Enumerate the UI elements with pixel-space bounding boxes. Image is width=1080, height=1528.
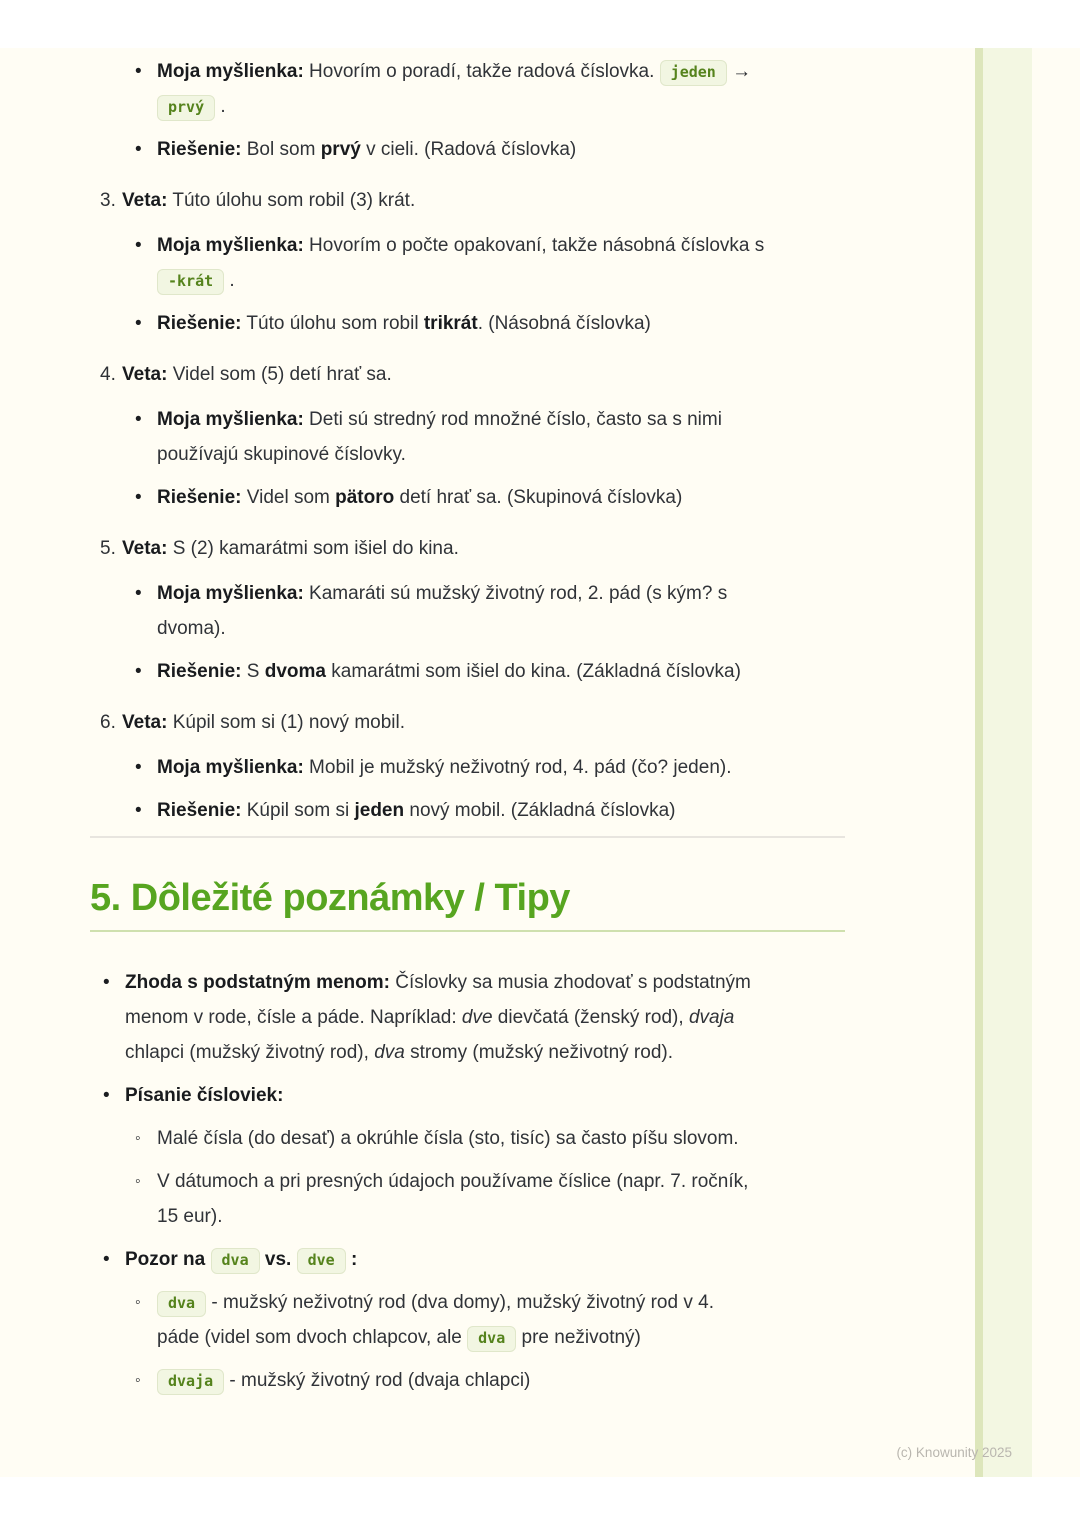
bold-text: Písanie čísloviek: <box>125 1085 284 1106</box>
item-text: Riešenie: Videl som pätoro detí hrať sa. (Skupinová číslovka) <box>157 487 683 508</box>
tip-sub-item <box>90 1164 845 1234</box>
bullet-icon: • <box>135 139 142 160</box>
sub-bullet-list <box>90 576 845 689</box>
bullet-icon: • <box>135 661 142 682</box>
arrow-right-icon: → <box>732 61 752 82</box>
bullet-icon: • <box>135 757 142 778</box>
italic-text: dva <box>374 1042 405 1063</box>
sub-bullet-list <box>90 750 845 828</box>
item-text: Malé čísla (do desať) a okrúhle čísla (sto, tisíc) sa často píšu slovom. <box>157 1128 739 1149</box>
bullet-icon: • <box>135 409 142 430</box>
circle-bullet-icon: ◦ <box>135 1294 141 1311</box>
bold-text: Veta: <box>122 538 168 559</box>
sub-bullet-item <box>90 402 845 472</box>
code-badge: dva <box>467 1326 516 1352</box>
code-badge: prvý <box>157 95 215 121</box>
bold-text: Zhoda s podstatným menom: <box>125 972 390 993</box>
bold-text: : <box>345 1249 358 1270</box>
sub-bullet-item <box>90 750 845 785</box>
numbered-sentence-item <box>90 183 845 218</box>
bullet-icon: • <box>135 313 142 334</box>
item-number: 6. <box>100 712 116 733</box>
bold-text: dvoma <box>264 661 326 682</box>
bold-text: Riešenie: <box>157 800 242 821</box>
bold-text: jeden <box>354 800 405 821</box>
sub-bullet-list <box>90 402 845 515</box>
tip-bullet-item <box>90 965 845 1070</box>
code-badge: dvaja <box>157 1369 224 1395</box>
bullet-icon: • <box>135 487 142 508</box>
tip-bullet-item <box>90 1242 845 1277</box>
bullet-icon: • <box>103 1249 110 1270</box>
bold-text: Moja myšlienka: <box>157 583 304 604</box>
code-badge: dva <box>157 1291 206 1317</box>
bold-text: prvý <box>320 139 361 160</box>
sub-bullet-item <box>90 306 845 341</box>
item-number: 5. <box>100 538 116 559</box>
tip-bullet-item <box>90 1078 845 1113</box>
bold-text: Pozor na <box>125 1249 211 1270</box>
item-text: Riešenie: Túto úlohu som robil trikrát. (Násobná číslovka) <box>157 313 651 334</box>
item-text: Riešenie: Bol som prvý v cieli. (Radová číslovka) <box>157 139 577 160</box>
circle-bullet-icon: ◦ <box>135 1130 141 1147</box>
bold-text: Riešenie: <box>157 139 242 160</box>
circle-bullet-icon: ◦ <box>135 1372 141 1389</box>
bold-text: vs. <box>259 1249 297 1270</box>
tip-sub-item <box>90 1285 845 1355</box>
numbered-sentence-item <box>90 705 845 740</box>
tip-sub-list <box>90 1285 845 1398</box>
document-content <box>90 48 845 1406</box>
tip-sub-item <box>90 1121 845 1156</box>
bold-text: Moja myšlienka: <box>157 235 304 256</box>
item-text: dvaja - mužský životný rod (dvaja chlapci) <box>157 1363 845 1398</box>
bullet-icon: • <box>135 235 142 256</box>
lead-bullet-item <box>90 54 845 124</box>
bold-text: pätoro <box>335 487 395 508</box>
italic-text: dve <box>461 1007 493 1028</box>
item-text: Zhoda s podstatným menom: Číslovky sa musia zhodovať s podstatným menom v rode, čísle a páde. Napríklad: dve dievčatá (ženský rod), dvaja chlapci (mužský životný rod), dva stromy (mužský neživotný rod). <box>125 972 751 1063</box>
code-badge: -krát <box>157 269 224 295</box>
bold-text: Veta: <box>122 712 168 733</box>
item-text <box>125 1078 845 1113</box>
tips-bullet-list <box>90 965 845 1398</box>
code-badge: dva <box>211 1248 260 1274</box>
item-text: dva - mužský neživotný rod (dva domy), mužský životný rod v 4. páde (videl som dvoch chlapcov, ale dva pre neživotný) <box>157 1285 845 1355</box>
numbered-sentence-item <box>90 357 845 392</box>
bold-text: Riešenie: <box>157 487 242 508</box>
section-heading: 5. Dôležité poznámky / Tipy <box>90 874 845 932</box>
bold-text: Moja myšlienka: <box>157 757 304 778</box>
item-text: Moja myšlienka: Kamaráti sú mužský životný rod, 2. pád (s kým? s dvoma). <box>157 583 728 639</box>
numbered-sentence-item <box>90 531 845 566</box>
item-number: 4. <box>100 364 116 385</box>
sub-bullet-list <box>90 228 845 341</box>
bullet-icon: • <box>135 583 142 604</box>
lead-bullet-item <box>90 132 845 167</box>
bold-text: Moja myšlienka: <box>157 409 304 430</box>
item-text: Moja myšlienka: Mobil je mužský neživotný rod, 4. pád (čo? jeden). <box>157 757 732 778</box>
tip-sub-list <box>90 1121 845 1234</box>
bullet-icon: • <box>103 1085 110 1106</box>
italic-text: dvaja <box>688 1007 735 1028</box>
sub-bullet-item <box>90 480 845 515</box>
right-stripe-edge <box>975 48 983 1477</box>
lead-bullet-list <box>90 48 845 167</box>
item-text: Riešenie: S dvoma kamarátmi som išiel do kina. (Základná číslovka) <box>157 661 741 682</box>
tip-sub-item <box>90 1363 845 1398</box>
item-text <box>125 1242 845 1277</box>
section-divider <box>90 836 845 838</box>
document-sheet <box>0 48 1080 1477</box>
bold-text: Riešenie: <box>157 313 242 334</box>
numbered-sentence-list <box>90 183 845 828</box>
bold-text: Riešenie: <box>157 661 242 682</box>
item-number: 3. <box>100 190 116 211</box>
bullet-icon: • <box>103 972 110 993</box>
copyright-watermark: (c) Knowunity 2025 <box>896 1445 1012 1460</box>
sub-bullet-item <box>90 228 845 298</box>
bullet-icon: • <box>135 61 142 82</box>
code-badge: dve <box>297 1248 346 1274</box>
bold-text: trikrát <box>423 313 478 334</box>
bullet-icon: • <box>135 800 142 821</box>
sub-bullet-item <box>90 793 845 828</box>
item-text: Moja myšlienka: Deti sú stredný rod množné číslo, často sa s nimi používajú skupinové číslovky. <box>157 409 722 465</box>
item-text: Veta: Videl som (5) detí hrať sa. <box>122 364 392 385</box>
right-stripe-panel <box>983 48 1032 1477</box>
circle-bullet-icon: ◦ <box>135 1173 141 1190</box>
bold-text: Veta: <box>122 364 168 385</box>
item-text: V dátumoch a pri presných údajoch používame číslice (napr. 7. ročník, 15 eur). <box>157 1171 749 1227</box>
item-text: Veta: S (2) kamarátmi som išiel do kina. <box>122 538 459 559</box>
item-text: Veta: Túto úlohu som robil (3) krát. <box>122 190 416 211</box>
code-badge: jeden <box>660 60 727 86</box>
bold-text: Moja myšlienka: <box>157 61 304 82</box>
item-text: Veta: Kúpil som si (1) nový mobil. <box>122 712 405 733</box>
item-text: Moja myšlienka: Hovorím o poradí, takže radová číslovka. jeden → prvý . <box>157 54 845 124</box>
item-text: Riešenie: Kúpil som si jeden nový mobil. (Základná číslovka) <box>157 800 676 821</box>
sub-bullet-item <box>90 654 845 689</box>
item-text: Moja myšlienka: Hovorím o počte opakovaní, takže násobná číslovka s -krát . <box>157 228 845 298</box>
bold-text: Veta: <box>122 190 168 211</box>
sub-bullet-item <box>90 576 845 646</box>
